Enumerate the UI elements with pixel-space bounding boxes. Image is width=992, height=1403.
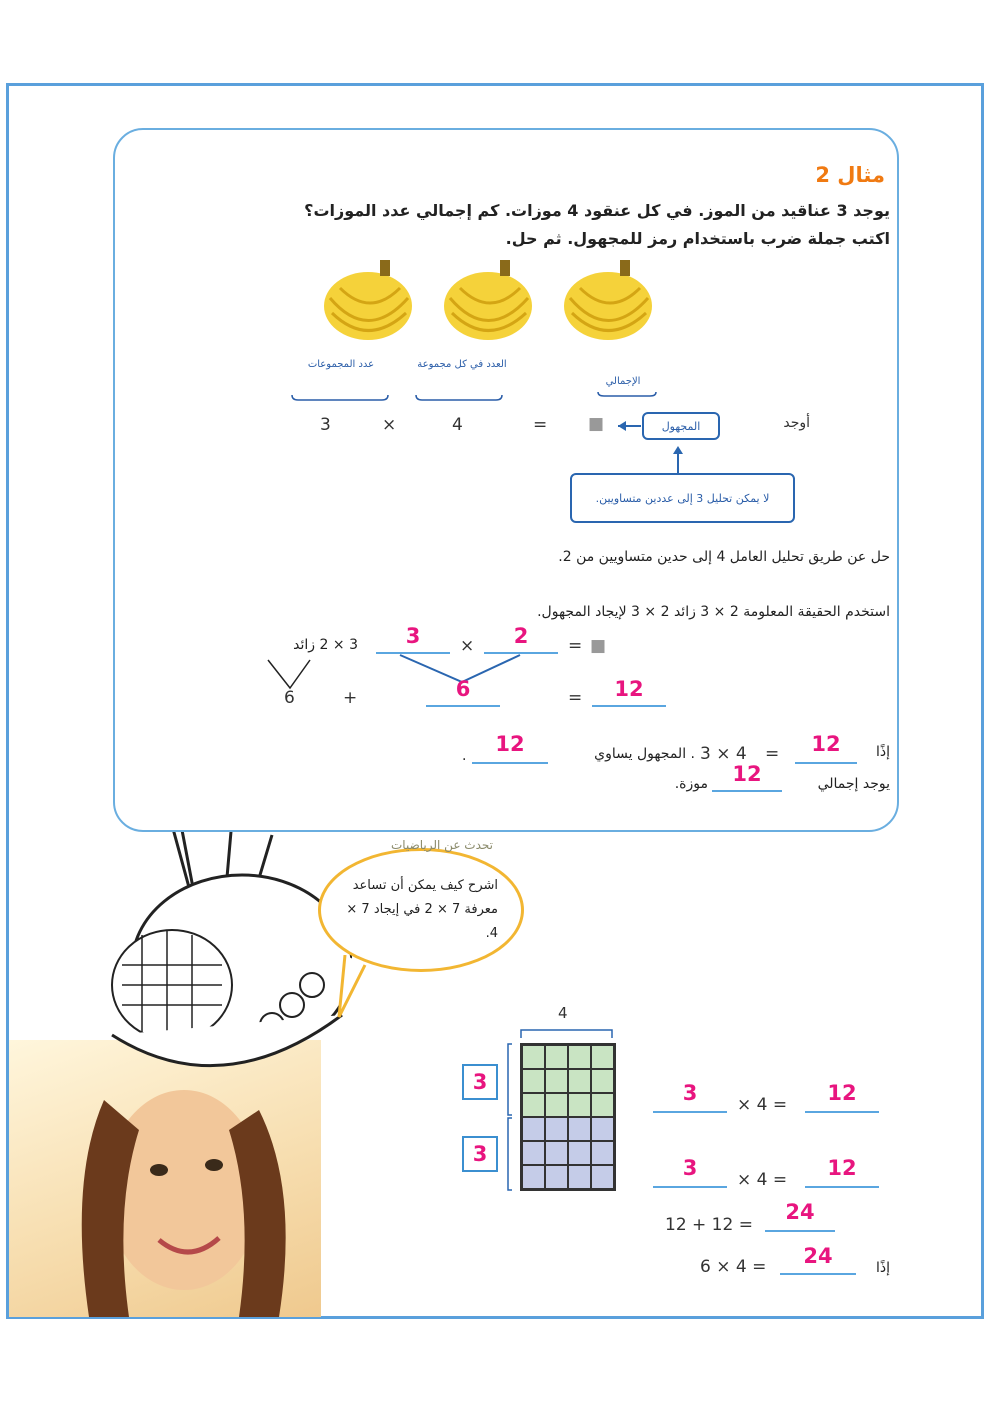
so-word: إذًا (875, 744, 890, 760)
example-title: مثال 2 (815, 163, 885, 187)
grid-cell (591, 1141, 614, 1165)
so-equals: = (765, 744, 780, 764)
answer-a4: 12 (614, 677, 644, 701)
cannot-decompose-note: لا يمكن تحليل 3 إلى عددين متساويين. (570, 473, 795, 523)
eq-unknown-symbol: ■ (588, 414, 605, 434)
label-per-group: العدد في كل مجموعة (417, 359, 507, 370)
blank-r2-b[interactable] (805, 1186, 879, 1188)
grid-cell (591, 1045, 614, 1069)
grid-cell (591, 1069, 614, 1093)
grid-cell (522, 1069, 545, 1093)
array-top-label: 4 (558, 1004, 568, 1022)
answer-so: 12 (811, 732, 841, 756)
eq-times: × (382, 415, 397, 435)
answer-r1-b: 12 (827, 1081, 857, 1105)
label-total: الإجمالي (605, 376, 641, 387)
equals-sign-3: = (568, 688, 583, 708)
grid-cell (568, 1069, 591, 1093)
answer-a1: 3 (405, 624, 421, 648)
answer-unknown: 12 (495, 732, 525, 756)
step-1-text: حل عن طريق تحليل العامل 4 إلى حدين متساويين من 2. (558, 549, 890, 565)
grid-cell (568, 1165, 591, 1189)
final-lhs: 6 × 4 = (700, 1257, 767, 1277)
grid-cell (568, 1141, 591, 1165)
grid-cell (545, 1141, 568, 1165)
total-text-post: موزة. (674, 776, 708, 792)
grid-cell (545, 1117, 568, 1141)
answer-r1-a: 3 (682, 1081, 698, 1105)
final-so-word: إذًا (875, 1260, 890, 1276)
answer-a2: 2 (513, 624, 529, 648)
grid-cell (591, 1165, 614, 1189)
unknown-period: . (462, 748, 467, 764)
known-fact: 3 × 2 زائد (293, 637, 358, 653)
times-sign-2: × (460, 636, 475, 656)
talk-heading: تحدث عن الرياضيات (391, 838, 493, 852)
talk-question: اشرح كيف يمكن أن تساعد معرفة 7 × 2 في إيجاد 7 × 4. (346, 878, 498, 941)
step-2-text: استخدم الحقيقة المعلومة 2 × 3 زائد 2 × 3 لإيجاد المجهول. (537, 604, 890, 620)
grid-cell (545, 1045, 568, 1069)
grid-cell (522, 1165, 545, 1189)
grid-cell (591, 1093, 614, 1117)
blank-r1-a[interactable] (653, 1111, 727, 1113)
blank-r2-a[interactable] (653, 1186, 727, 1188)
sum-lhs: 12 + 12 = (665, 1215, 753, 1235)
unknown-symbol-2: ■ (590, 636, 607, 656)
grid-cell (522, 1093, 545, 1117)
grid-cell (545, 1069, 568, 1093)
grid-cell (545, 1093, 568, 1117)
so-lhs: 3 × 4 (700, 744, 747, 764)
array-left-top-box: 3 (462, 1064, 498, 1100)
grid-cell (568, 1093, 591, 1117)
answer-final: 24 (803, 1244, 833, 1268)
grid-cell (591, 1117, 614, 1141)
array-grid (520, 1043, 616, 1191)
plus-sign: + (343, 688, 358, 708)
eq-equals: = (533, 415, 548, 435)
answer-r2-a: 3 (682, 1156, 698, 1180)
blank-sum[interactable] (765, 1230, 835, 1232)
total-text-pre: يوجد إجمالي (817, 776, 890, 792)
grid-cell (522, 1045, 545, 1069)
eq-factor-b: 4 (452, 415, 463, 435)
grid-cell (568, 1117, 591, 1141)
array-left-bottom-box: 3 (462, 1136, 498, 1172)
unknown-equals-text: . المجهول يساوي (594, 746, 695, 762)
left-product: 6 (284, 688, 295, 708)
eq-factor-a: 3 (320, 415, 331, 435)
row2-op: × 4 = (737, 1170, 788, 1190)
answer-sum: 24 (785, 1200, 815, 1224)
blank-r1-b[interactable] (805, 1111, 879, 1113)
unknown-box: المجهول (642, 412, 720, 440)
problem-text: يوجد 3 عناقيد من الموز. في كل عنقود 4 موزات. كم إجمالي عدد الموزات؟ اكتب جملة ضرب باستخدام رمز للمجهول. ثم حل. (304, 201, 890, 248)
blank-final[interactable] (780, 1273, 856, 1275)
equals-sign-2: = (568, 636, 583, 656)
grid-cell (568, 1045, 591, 1069)
label-groups: عدد المجموعات (307, 359, 375, 370)
row1-op: × 4 = (737, 1095, 788, 1115)
answer-r2-b: 12 (827, 1156, 857, 1180)
find-label: أوجد (783, 415, 810, 431)
grid-cell (522, 1117, 545, 1141)
answer-total: 12 (732, 762, 762, 786)
answer-a3: 6 (455, 677, 471, 701)
grid-cell (522, 1141, 545, 1165)
grid-cell (545, 1165, 568, 1189)
